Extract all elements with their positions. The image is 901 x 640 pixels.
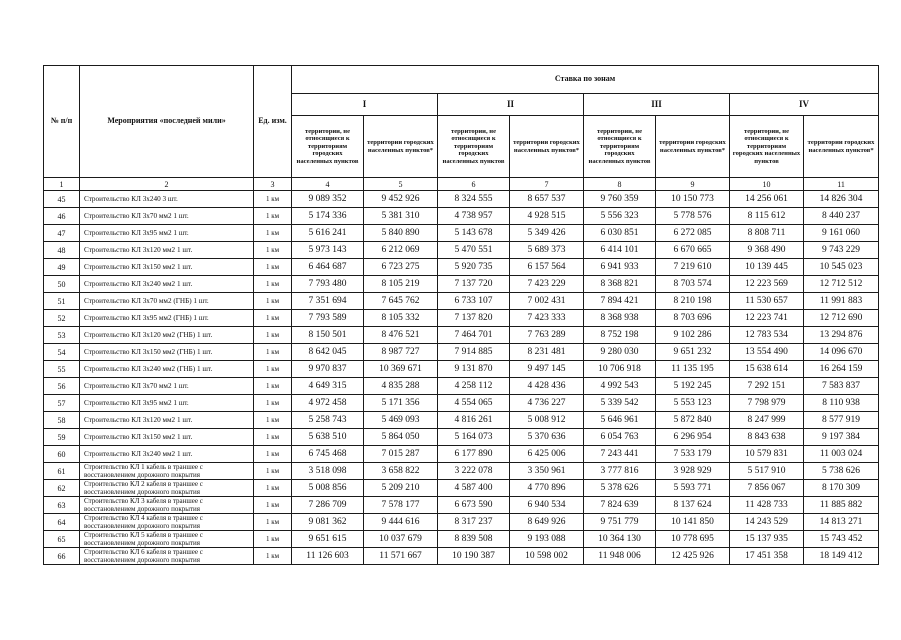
rate-value: 6 296 954 <box>656 429 730 446</box>
rate-value: 7 137 820 <box>438 310 510 327</box>
rate-value: 5 553 123 <box>656 395 730 412</box>
rate-value: 7 894 421 <box>584 293 656 310</box>
rate-value: 5 920 735 <box>438 259 510 276</box>
header-zone-2: II <box>438 94 584 116</box>
measure-name: Строительство КЛ 3х95 мм2 1 шт. <box>80 225 254 242</box>
rate-value: 8 649 926 <box>510 514 584 531</box>
rate-value: 7 578 177 <box>364 497 438 514</box>
measure-name: Строительство КЛ 3х120 мм2 (ГНБ) 1 шт. <box>80 327 254 344</box>
rate-value: 4 992 543 <box>584 378 656 395</box>
rate-value: 5 008 856 <box>292 480 364 497</box>
row-number: 62 <box>44 480 80 497</box>
rate-value: 7 645 762 <box>364 293 438 310</box>
header-zone-2-rural: территории, не относящиеся к территориям городских населенных пунктов <box>438 116 510 178</box>
table-row <box>44 344 879 361</box>
rate-value: 6 745 468 <box>292 446 364 463</box>
rate-value: 4 258 112 <box>438 378 510 395</box>
rate-value: 8 105 332 <box>364 310 438 327</box>
column-index: 9 <box>656 178 730 191</box>
rate-value: 9 368 490 <box>730 242 804 259</box>
header-zone-3: III <box>584 94 730 116</box>
rate-value: 4 972 458 <box>292 395 364 412</box>
unit-cell: 1 км <box>254 463 292 480</box>
rate-value: 11 135 195 <box>656 361 730 378</box>
rate-value: 5 164 073 <box>438 429 510 446</box>
rate-value: 11 571 667 <box>364 548 438 565</box>
unit-cell: 1 км <box>254 395 292 412</box>
table-row <box>44 242 879 259</box>
row-number: 45 <box>44 191 80 208</box>
rate-value: 11 530 657 <box>730 293 804 310</box>
header-unit: Ед. изм. <box>254 66 292 178</box>
rate-value: 5 381 310 <box>364 208 438 225</box>
rate-value: 7 423 229 <box>510 276 584 293</box>
table-row <box>44 378 879 395</box>
rate-value: 14 813 271 <box>804 514 879 531</box>
rate-value: 9 131 870 <box>438 361 510 378</box>
rate-value: 9 280 030 <box>584 344 656 361</box>
measure-name: Строительство КЛ 3х95 мм2 1 шт. <box>80 395 254 412</box>
rate-value: 5 469 093 <box>364 412 438 429</box>
unit-cell: 1 км <box>254 429 292 446</box>
measure-name: Строительство КЛ 5 кабеля в траншее с восстановлением дорожного покрытия <box>80 531 254 548</box>
rate-value: 6 464 687 <box>292 259 364 276</box>
rate-value: 10 364 130 <box>584 531 656 548</box>
rate-value: 14 243 529 <box>730 514 804 531</box>
unit-cell: 1 км <box>254 310 292 327</box>
measure-name: Строительство КЛ 3х150 мм2 1 шт. <box>80 259 254 276</box>
rate-value: 8 843 638 <box>730 429 804 446</box>
unit-cell: 1 км <box>254 259 292 276</box>
rate-value: 4 835 288 <box>364 378 438 395</box>
rate-value: 6 157 564 <box>510 259 584 276</box>
row-number: 59 <box>44 429 80 446</box>
rate-value: 5 840 890 <box>364 225 438 242</box>
table-row <box>44 327 879 344</box>
header-zone-1-urban: территории городских населенных пунктов* <box>364 116 438 178</box>
rate-value: 5 174 336 <box>292 208 364 225</box>
header-zone-3-urban: территории городских населенных пунктов* <box>656 116 730 178</box>
rate-value: 15 137 935 <box>730 531 804 548</box>
row-number: 64 <box>44 514 80 531</box>
column-index: 8 <box>584 178 656 191</box>
measure-name: Строительство КЛ 3х240 мм2 1 шт. <box>80 446 254 463</box>
rate-value: 11 948 006 <box>584 548 656 565</box>
unit-cell: 1 км <box>254 361 292 378</box>
rate-value: 6 940 534 <box>510 497 584 514</box>
table-row <box>44 395 879 412</box>
row-number: 46 <box>44 208 80 225</box>
rate-value: 17 451 358 <box>730 548 804 565</box>
rate-value: 4 554 065 <box>438 395 510 412</box>
rate-value: 13 554 490 <box>730 344 804 361</box>
rate-value: 7 914 885 <box>438 344 510 361</box>
rate-value: 10 369 671 <box>364 361 438 378</box>
rate-value: 6 212 069 <box>364 242 438 259</box>
rate-value: 5 378 626 <box>584 480 656 497</box>
unit-cell: 1 км <box>254 293 292 310</box>
rate-value: 12 712 512 <box>804 276 879 293</box>
unit-cell: 1 км <box>254 191 292 208</box>
unit-cell: 1 км <box>254 514 292 531</box>
rate-value: 8 703 574 <box>656 276 730 293</box>
rate-value: 8 642 045 <box>292 344 364 361</box>
rate-value: 4 928 515 <box>510 208 584 225</box>
header-measure: Мероприятия «последней мили» <box>80 66 254 178</box>
table-row <box>44 480 879 497</box>
rate-value: 12 783 534 <box>730 327 804 344</box>
rate-value: 4 649 315 <box>292 378 364 395</box>
unit-cell: 1 км <box>254 548 292 565</box>
rate-value: 16 264 159 <box>804 361 879 378</box>
row-number: 53 <box>44 327 80 344</box>
rate-value: 8 703 696 <box>656 310 730 327</box>
unit-cell: 1 км <box>254 344 292 361</box>
rate-value: 8 368 938 <box>584 310 656 327</box>
row-number: 51 <box>44 293 80 310</box>
rate-value: 14 256 061 <box>730 191 804 208</box>
header-zone-4-urban: территории городских населенных пунктов* <box>804 116 879 178</box>
row-number: 52 <box>44 310 80 327</box>
rate-value: 5 008 912 <box>510 412 584 429</box>
table-row <box>44 412 879 429</box>
rate-value: 9 743 229 <box>804 242 879 259</box>
document-page <box>43 65 879 565</box>
rate-value: 8 808 711 <box>730 225 804 242</box>
rate-value: 5 556 323 <box>584 208 656 225</box>
table-row <box>44 191 879 208</box>
rates-table <box>43 65 879 565</box>
rate-value: 8 150 501 <box>292 327 364 344</box>
measure-name: Строительство КЛ 6 кабеля в траншее с восстановлением дорожного покрытия <box>80 548 254 565</box>
unit-cell: 1 км <box>254 497 292 514</box>
row-number: 66 <box>44 548 80 565</box>
rate-value: 15 743 452 <box>804 531 879 548</box>
rate-value: 8 115 612 <box>730 208 804 225</box>
measure-name: Строительство КЛ 3х70 мм2 1 шт. <box>80 378 254 395</box>
rate-value: 7 219 610 <box>656 259 730 276</box>
header-zone-1-rural: территории, не относящиеся к территориям городских населенных пунктов <box>292 116 364 178</box>
unit-cell: 1 км <box>254 412 292 429</box>
rate-value: 8 210 198 <box>656 293 730 310</box>
table-row <box>44 310 879 327</box>
header-zone-4-rural: территории, не относящиеся к территориям городских населенных пунктов <box>730 116 804 178</box>
rate-value: 5 349 426 <box>510 225 584 242</box>
rate-value: 11 428 733 <box>730 497 804 514</box>
rate-value: 5 689 373 <box>510 242 584 259</box>
rate-value: 7 286 709 <box>292 497 364 514</box>
rate-value: 10 139 445 <box>730 259 804 276</box>
column-index: 6 <box>438 178 510 191</box>
rate-value: 6 673 590 <box>438 497 510 514</box>
rate-value: 9 452 926 <box>364 191 438 208</box>
header-zone-4: IV <box>730 94 879 116</box>
rate-value: 9 751 779 <box>584 514 656 531</box>
row-number: 48 <box>44 242 80 259</box>
column-index-row <box>44 178 879 191</box>
rate-value: 3 928 929 <box>656 463 730 480</box>
measure-name: Строительство КЛ 4 кабеля в траншее с восстановлением дорожного покрытия <box>80 514 254 531</box>
table-row <box>44 208 879 225</box>
unit-cell: 1 км <box>254 225 292 242</box>
rate-value: 12 223 741 <box>730 310 804 327</box>
column-index: 10 <box>730 178 804 191</box>
table-body <box>44 178 879 565</box>
rate-value: 15 638 614 <box>730 361 804 378</box>
row-number: 56 <box>44 378 80 395</box>
rate-value: 8 324 555 <box>438 191 510 208</box>
rate-value: 7 464 701 <box>438 327 510 344</box>
measure-name: Строительство КЛ 3х240 мм2 (ГНБ) 1 шт. <box>80 361 254 378</box>
rate-value: 11 885 882 <box>804 497 879 514</box>
unit-cell: 1 км <box>254 276 292 293</box>
rate-value: 5 517 910 <box>730 463 804 480</box>
row-number: 50 <box>44 276 80 293</box>
rate-value: 10 190 387 <box>438 548 510 565</box>
rate-value: 7 351 694 <box>292 293 364 310</box>
rate-value: 11 991 883 <box>804 293 879 310</box>
rate-value: 6 941 933 <box>584 259 656 276</box>
rate-value: 10 545 023 <box>804 259 879 276</box>
rate-value: 12 425 926 <box>656 548 730 565</box>
rate-value: 4 738 957 <box>438 208 510 225</box>
rate-value: 7 798 979 <box>730 395 804 412</box>
table-row <box>44 276 879 293</box>
rate-value: 5 646 961 <box>584 412 656 429</box>
rate-value: 4 736 227 <box>510 395 584 412</box>
row-number: 55 <box>44 361 80 378</box>
table-row <box>44 225 879 242</box>
rate-value: 5 616 241 <box>292 225 364 242</box>
measure-name: Строительство КЛ 3х70 мм2 1 шт. <box>80 208 254 225</box>
column-index: 5 <box>364 178 438 191</box>
rate-value: 10 141 850 <box>656 514 730 531</box>
rate-value: 3 350 961 <box>510 463 584 480</box>
rate-value: 5 973 143 <box>292 242 364 259</box>
rate-value: 10 778 695 <box>656 531 730 548</box>
rate-value: 3 658 822 <box>364 463 438 480</box>
header-num: № п/п <box>44 66 80 178</box>
rate-value: 14 096 670 <box>804 344 879 361</box>
rate-value: 10 579 831 <box>730 446 804 463</box>
rate-value: 3 518 098 <box>292 463 364 480</box>
row-number: 49 <box>44 259 80 276</box>
rate-value: 5 638 510 <box>292 429 364 446</box>
rate-value: 10 150 773 <box>656 191 730 208</box>
rate-value: 7 015 287 <box>364 446 438 463</box>
column-index: 11 <box>804 178 879 191</box>
rate-value: 4 816 261 <box>438 412 510 429</box>
rate-value: 9 970 837 <box>292 361 364 378</box>
row-number: 54 <box>44 344 80 361</box>
rate-value: 8 987 727 <box>364 344 438 361</box>
rate-value: 6 723 275 <box>364 259 438 276</box>
rate-value: 6 670 665 <box>656 242 730 259</box>
rate-value: 9 444 616 <box>364 514 438 531</box>
rate-value: 8 137 624 <box>656 497 730 514</box>
unit-cell: 1 км <box>254 480 292 497</box>
rate-value: 5 209 210 <box>364 480 438 497</box>
rate-value: 8 577 919 <box>804 412 879 429</box>
rate-value: 9 193 088 <box>510 531 584 548</box>
header-zone-3-rural: территории, не относящиеся к территориям городских населенных пунктов <box>584 116 656 178</box>
rate-value: 7 824 639 <box>584 497 656 514</box>
rate-value: 12 712 690 <box>804 310 879 327</box>
column-index: 7 <box>510 178 584 191</box>
rate-value: 9 760 359 <box>584 191 656 208</box>
column-index: 2 <box>80 178 254 191</box>
rate-value: 9 651 615 <box>292 531 364 548</box>
rate-value: 9 197 384 <box>804 429 879 446</box>
rate-value: 10 706 918 <box>584 361 656 378</box>
rate-value: 8 110 938 <box>804 395 879 412</box>
rate-value: 7 243 441 <box>584 446 656 463</box>
rate-value: 7 423 333 <box>510 310 584 327</box>
measure-name: Строительство КЛ 3х150 мм2 (ГНБ) 1 шт. <box>80 344 254 361</box>
measure-name: Строительство КЛ 3х150 мм2 1 шт. <box>80 429 254 446</box>
rate-value: 5 192 245 <box>656 378 730 395</box>
measure-name: Строительство КЛ 3 кабеля в траншее с восстановлением дорожного покрытия <box>80 497 254 514</box>
column-index: 3 <box>254 178 292 191</box>
column-index: 4 <box>292 178 364 191</box>
measure-name: Строительство КЛ 3х70 мм2 (ГНБ) 1 шт. <box>80 293 254 310</box>
unit-cell: 1 км <box>254 208 292 225</box>
rate-value: 3 222 078 <box>438 463 510 480</box>
rate-value: 9 651 232 <box>656 344 730 361</box>
rate-value: 7 793 480 <box>292 276 364 293</box>
rate-value: 7 856 067 <box>730 480 804 497</box>
rate-value: 14 826 304 <box>804 191 879 208</box>
rate-value: 5 258 743 <box>292 412 364 429</box>
table-row <box>44 514 879 531</box>
unit-cell: 1 км <box>254 242 292 259</box>
rate-value: 8 839 508 <box>438 531 510 548</box>
rate-value: 5 470 551 <box>438 242 510 259</box>
table-row <box>44 429 879 446</box>
rate-value: 11 126 603 <box>292 548 364 565</box>
rate-value: 7 533 179 <box>656 446 730 463</box>
measure-name: Строительство КЛ 3х120 мм2 1 шт. <box>80 242 254 259</box>
rate-value: 7 137 720 <box>438 276 510 293</box>
rate-value: 5 738 626 <box>804 463 879 480</box>
rate-value: 9 161 060 <box>804 225 879 242</box>
unit-cell: 1 км <box>254 446 292 463</box>
table-row <box>44 259 879 276</box>
rate-value: 9 497 145 <box>510 361 584 378</box>
rate-value: 6 177 890 <box>438 446 510 463</box>
table-row <box>44 531 879 548</box>
row-number: 47 <box>44 225 80 242</box>
unit-cell: 1 км <box>254 531 292 548</box>
rate-value: 7 793 589 <box>292 310 364 327</box>
rate-value: 5 143 678 <box>438 225 510 242</box>
rate-value: 8 317 237 <box>438 514 510 531</box>
measure-name: Строительство КЛ 3х240 3 шт. <box>80 191 254 208</box>
rate-value: 5 339 542 <box>584 395 656 412</box>
rate-value: 7 763 289 <box>510 327 584 344</box>
row-number: 57 <box>44 395 80 412</box>
rate-value: 7 583 837 <box>804 378 879 395</box>
rate-value: 7 292 151 <box>730 378 804 395</box>
row-number: 61 <box>44 463 80 480</box>
rate-value: 6 272 085 <box>656 225 730 242</box>
rate-value: 6 054 763 <box>584 429 656 446</box>
rate-value: 5 370 636 <box>510 429 584 446</box>
rate-value: 5 872 840 <box>656 412 730 429</box>
rate-value: 5 778 576 <box>656 208 730 225</box>
rate-value: 8 368 821 <box>584 276 656 293</box>
rate-value: 4 770 896 <box>510 480 584 497</box>
measure-name: Строительство КЛ 1 кабель в траншее с восстановлением дорожного покрытия <box>80 463 254 480</box>
rate-value: 9 102 286 <box>656 327 730 344</box>
rate-value: 5 593 771 <box>656 480 730 497</box>
row-number: 65 <box>44 531 80 548</box>
rate-value: 8 105 219 <box>364 276 438 293</box>
measure-name: Строительство КЛ 2 кабеля в траншее с восстановлением дорожного покрытия <box>80 480 254 497</box>
rate-value: 8 657 537 <box>510 191 584 208</box>
rate-value: 8 247 999 <box>730 412 804 429</box>
rate-value: 3 777 816 <box>584 463 656 480</box>
measure-name: Строительство КЛ 3х240 мм2 1 шт. <box>80 276 254 293</box>
rate-value: 8 440 237 <box>804 208 879 225</box>
rate-value: 6 414 101 <box>584 242 656 259</box>
rate-value: 11 003 024 <box>804 446 879 463</box>
rate-value: 8 752 198 <box>584 327 656 344</box>
rate-value: 8 231 481 <box>510 344 584 361</box>
header-zone-1: I <box>292 94 438 116</box>
table-row <box>44 548 879 565</box>
rate-value: 9 089 352 <box>292 191 364 208</box>
table-row <box>44 463 879 480</box>
table-row <box>44 361 879 378</box>
row-number: 60 <box>44 446 80 463</box>
unit-cell: 1 км <box>254 378 292 395</box>
rate-value: 4 587 400 <box>438 480 510 497</box>
rate-value: 10 037 679 <box>364 531 438 548</box>
table-row <box>44 293 879 310</box>
rate-value: 12 223 569 <box>730 276 804 293</box>
table-row <box>44 446 879 463</box>
rate-value: 8 170 309 <box>804 480 879 497</box>
rate-value: 7 002 431 <box>510 293 584 310</box>
header-rate-title: Ставка по зонам <box>292 66 879 94</box>
rate-value: 5 864 050 <box>364 429 438 446</box>
rate-value: 5 171 356 <box>364 395 438 412</box>
measure-name: Строительство КЛ 3х95 мм2 (ГНБ) 1 шт. <box>80 310 254 327</box>
unit-cell: 1 км <box>254 327 292 344</box>
rate-value: 4 428 436 <box>510 378 584 395</box>
rate-value: 10 598 002 <box>510 548 584 565</box>
rate-value: 6 425 006 <box>510 446 584 463</box>
rate-value: 6 733 107 <box>438 293 510 310</box>
rate-value: 13 294 876 <box>804 327 879 344</box>
row-number: 58 <box>44 412 80 429</box>
rate-value: 6 030 851 <box>584 225 656 242</box>
row-number: 63 <box>44 497 80 514</box>
header-zone-2-urban: территории городских населенных пунктов* <box>510 116 584 178</box>
column-index: 1 <box>44 178 80 191</box>
measure-name: Строительство КЛ 3х120 мм2 1 шт. <box>80 412 254 429</box>
table-row <box>44 497 879 514</box>
rate-value: 8 476 521 <box>364 327 438 344</box>
rate-value: 9 081 362 <box>292 514 364 531</box>
rate-value: 18 149 412 <box>804 548 879 565</box>
